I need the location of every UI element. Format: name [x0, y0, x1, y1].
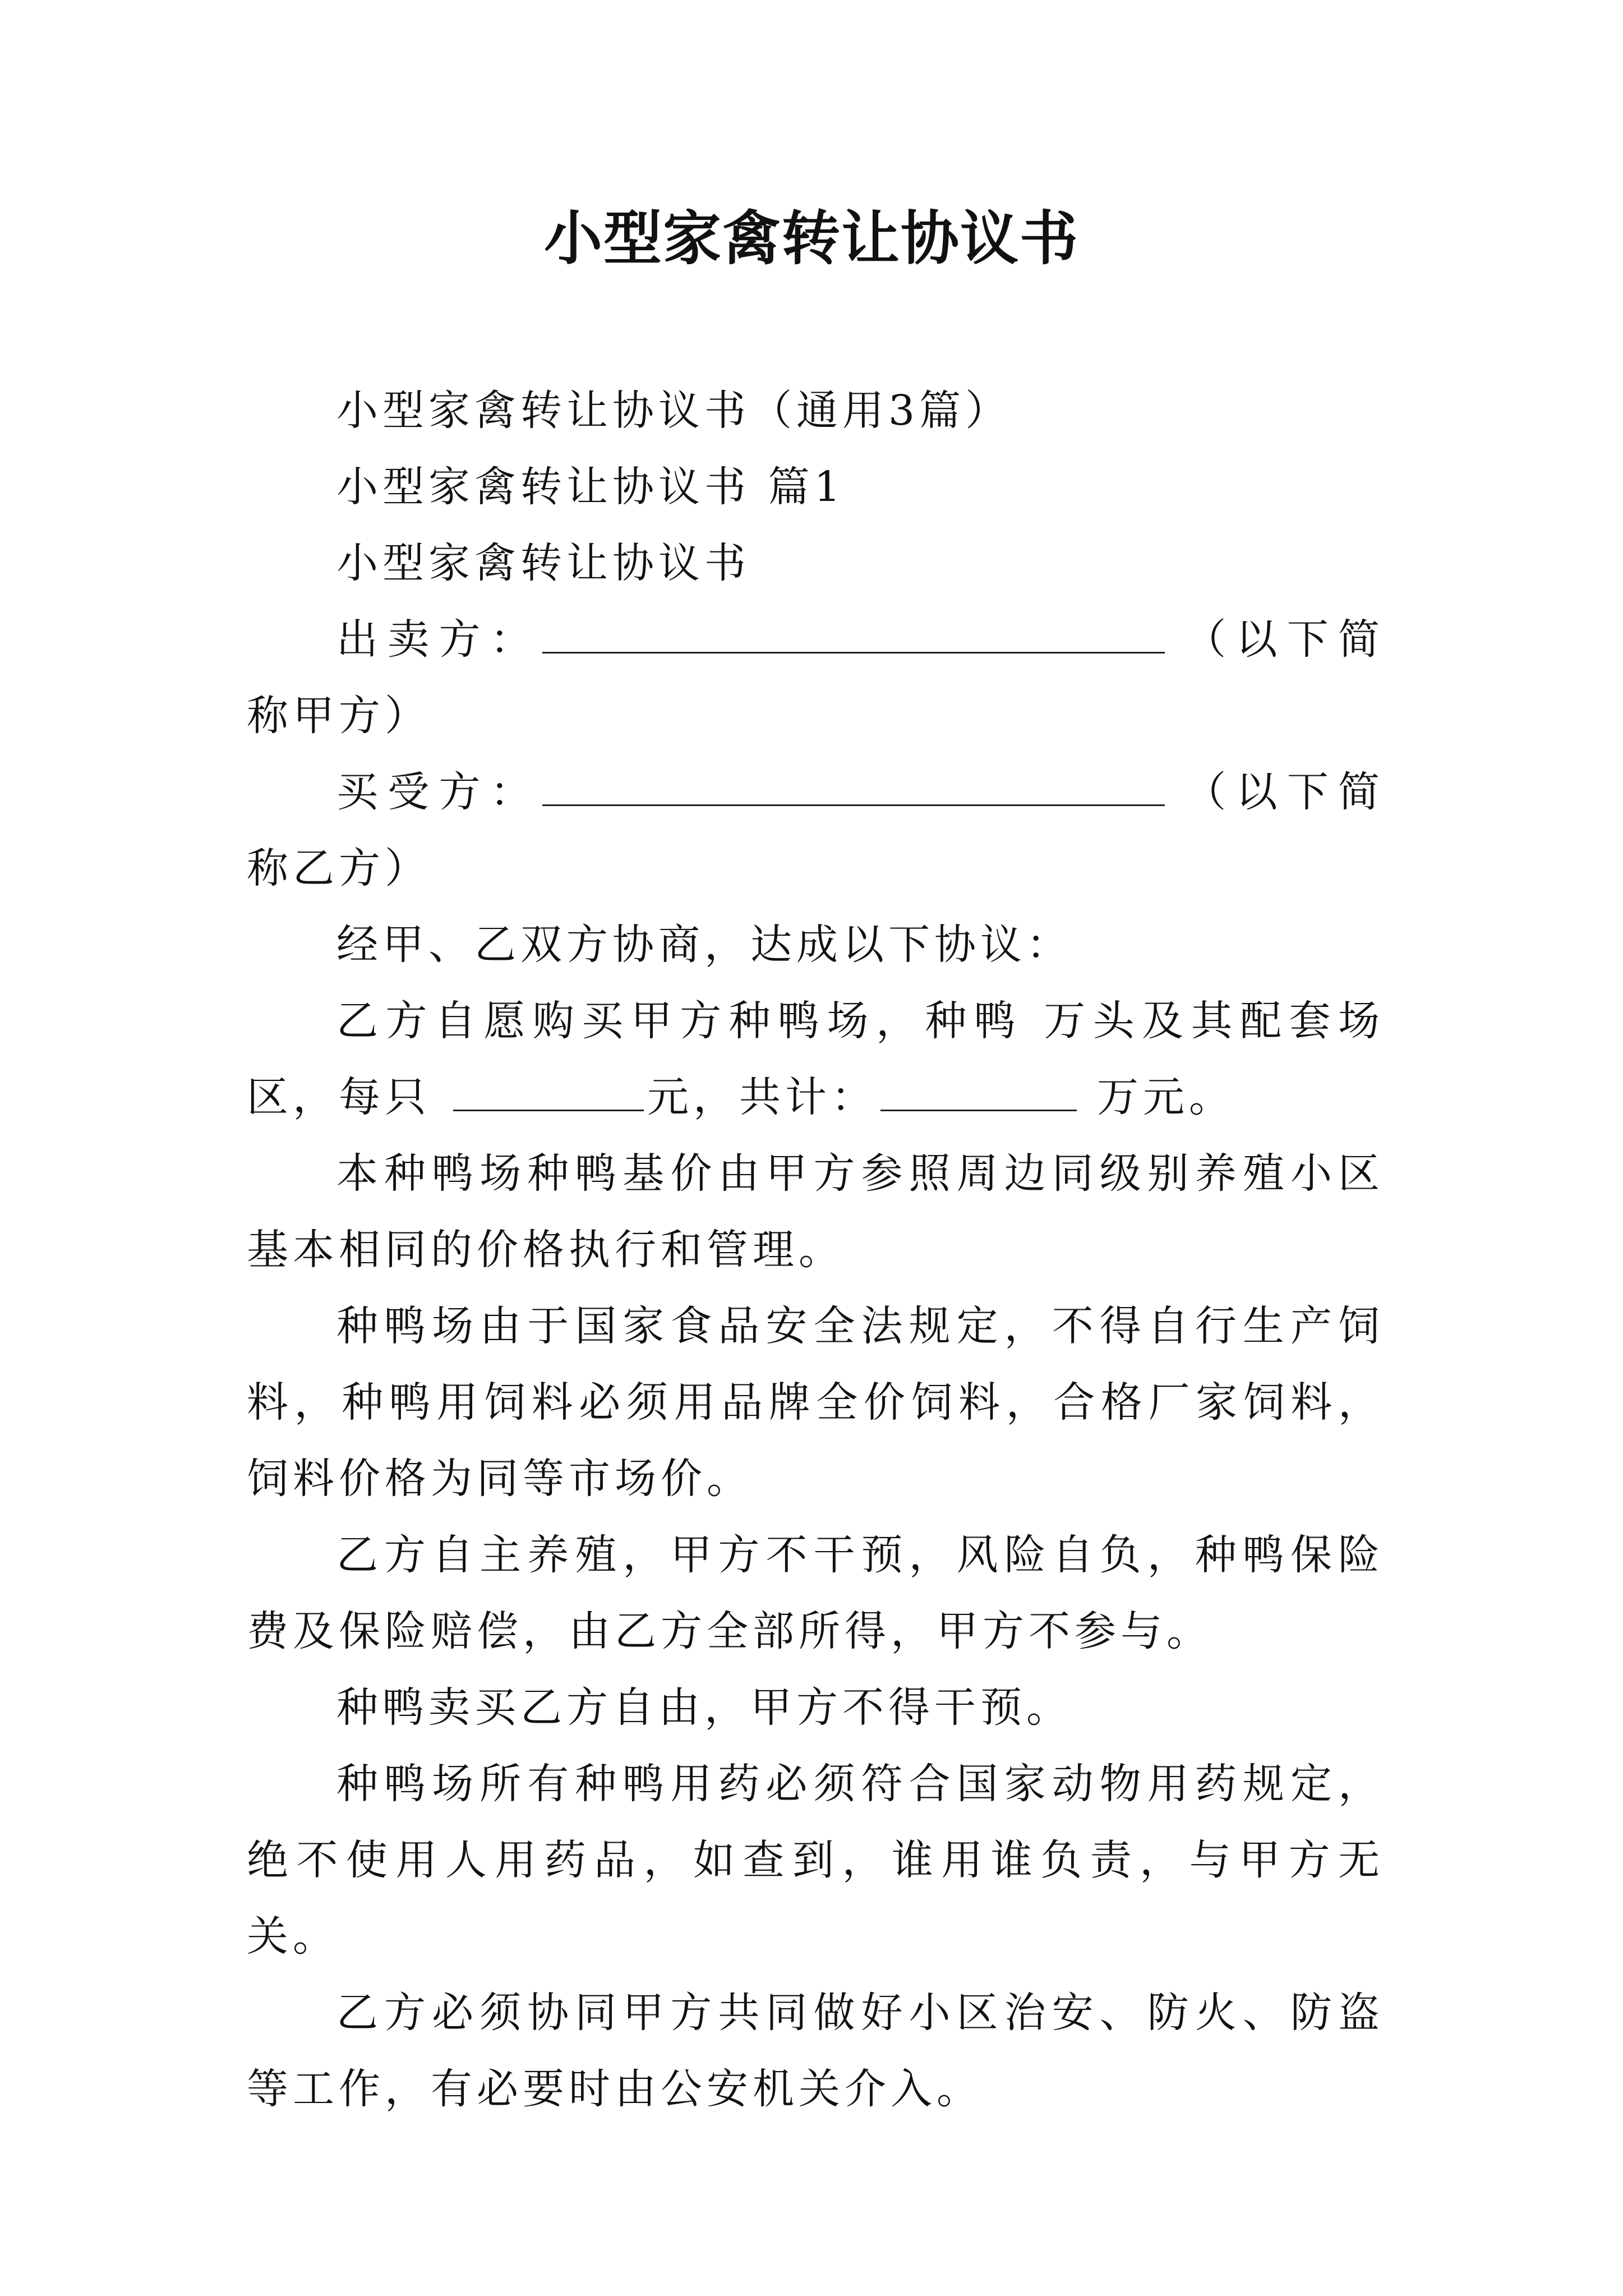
buyer-label: 买受方：	[336, 768, 541, 816]
document-body	[247, 372, 1384, 2127]
seller-suffix: （以下简称甲方）	[247, 615, 1384, 740]
unit-price-blank	[453, 1069, 644, 1111]
seller-blank	[542, 611, 1165, 654]
total-price-blank	[880, 1069, 1077, 1111]
seller-line	[247, 601, 1384, 754]
document-title: 小型家禽转让协议书	[543, 204, 1079, 273]
purchase-text-c: 万元。	[1097, 1073, 1235, 1121]
clause-paragraph: 种鸭场由于国家食品安全法规定，不得自行生产饲料，种鸭用饲料必须用品牌全价饲料，合格厂家饲料，饲料价格为同等市场价。	[247, 1302, 1384, 1503]
purchase-paragraph	[247, 983, 1384, 1135]
clause-paragraph: 种鸭场所有种鸭用药必须符合国家动物用药规定，绝不使用人用药品，如查到，谁用谁负责，与甲方无关。	[247, 1760, 1384, 1961]
buyer-suffix: （以下简称乙方）	[247, 768, 1384, 892]
clause-paragraph: 本种鸭场种鸭基价由甲方参照周边同级别养殖小区基本相同的价格执行和管理。	[247, 1149, 1384, 1274]
purchase-text-b: 元，共计：	[647, 1073, 877, 1121]
clause-paragraph: 种鸭卖买乙方自由，甲方不得干预。	[336, 1683, 1072, 1732]
intro-paragraph: 经甲、乙双方协商，达成以下协议：	[336, 921, 1072, 969]
doc-heading: 小型家禽转让协议书	[336, 539, 750, 587]
buyer-line	[247, 754, 1384, 907]
purchase-text-a: 乙方自愿购买甲方种鸭场，种鸭 万头及其配套场区，每只	[247, 997, 1384, 1121]
clause-paragraph: 乙方自主养殖，甲方不干预，风险自负，种鸭保险费及保险赔偿，由乙方全部所得，甲方不参与。	[247, 1531, 1384, 1655]
seller-label: 出卖方：	[336, 615, 541, 664]
clause-paragraph: 乙方必须协同甲方共同做好小区治安、防火、防盗等工作，有必要时由公安机关介入。	[247, 1989, 1384, 2113]
section-heading: 小型家禽转让协议书 篇1	[336, 463, 845, 511]
buyer-blank	[542, 764, 1165, 806]
subtitle: 小型家禽转让协议书（通用3篇）	[336, 386, 1012, 435]
